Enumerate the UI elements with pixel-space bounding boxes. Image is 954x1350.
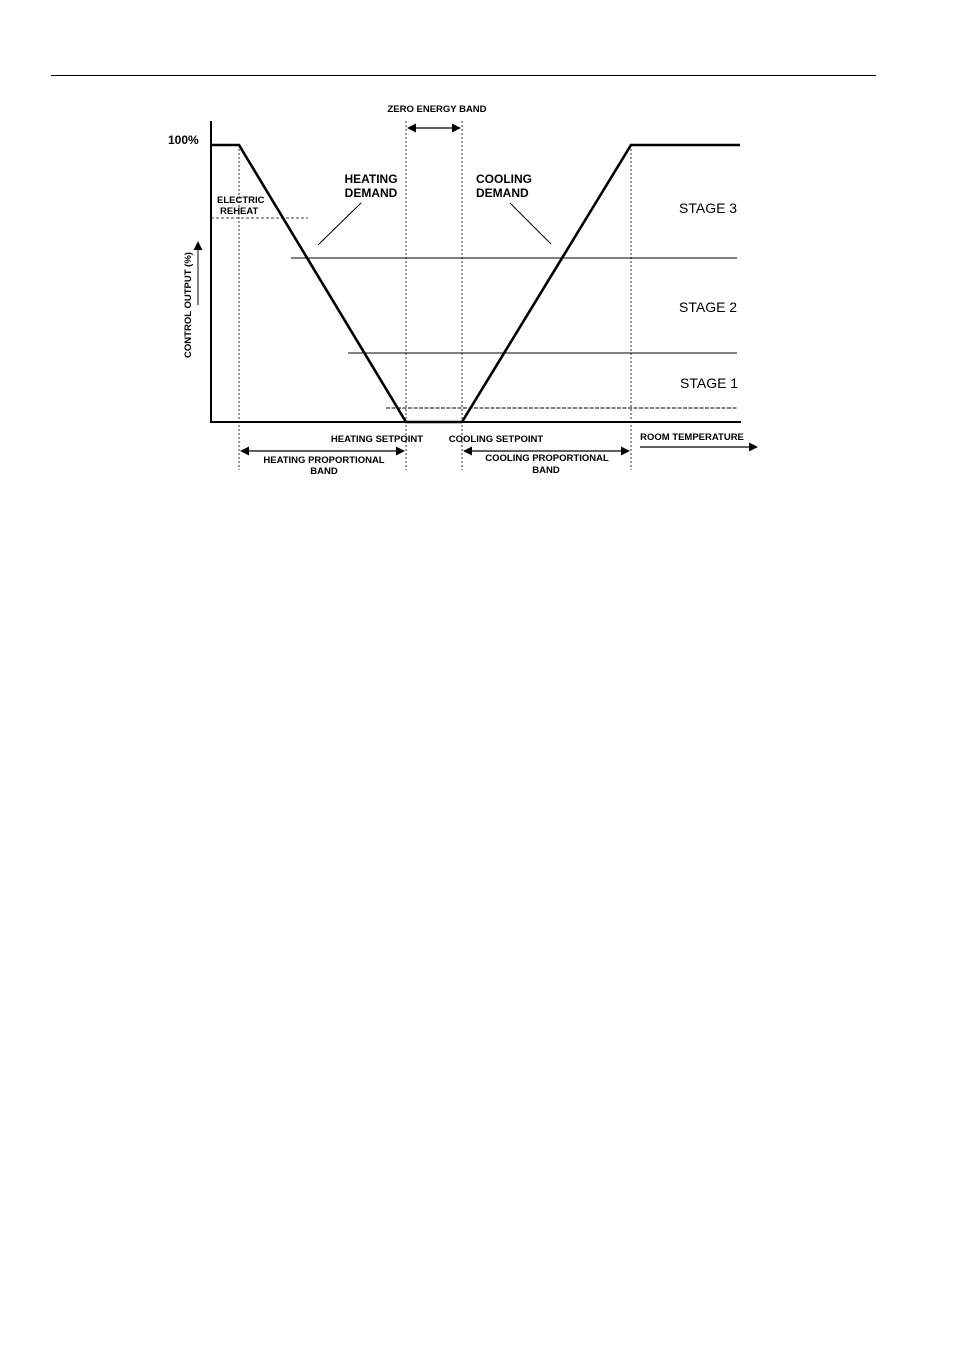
heating-demand-leader	[318, 203, 361, 245]
heating-band-label-line-2: BAND	[310, 466, 338, 477]
cooling-band-label-line-1: COOLING PROPORTIONAL	[485, 453, 609, 464]
stage-3-label: STAGE 3	[679, 200, 738, 216]
stage-1-label: STAGE 1	[680, 375, 739, 391]
heating-demand-label-line-1: HEATING	[344, 172, 398, 186]
room-temperature-label: ROOM TEMPERATURE	[640, 432, 744, 443]
electric-reheat-label-line-2: REHEAT	[220, 206, 259, 217]
heating-demand-label-line-2: DEMAND	[344, 186, 398, 200]
y-axis-label: CONTROL OUTPUT (%)	[183, 252, 194, 358]
zero-energy-band-label: ZERO ENERGY BAND	[387, 104, 487, 115]
cooling-setpoint-label: COOLING SETPOINT	[448, 434, 544, 445]
cooling-demand-leader	[510, 203, 551, 244]
cooling-band-label-line-2: BAND	[532, 465, 560, 476]
heating-setpoint-label: HEATING SETPOINT	[330, 434, 424, 445]
cooling-demand-label-line-2: DEMAND	[476, 186, 529, 200]
y-axis-max-label: 100%	[168, 133, 199, 147]
heating-band-label-line-1: HEATING PROPORTIONAL	[263, 455, 385, 466]
electric-reheat-label-line-1: ELECTRIC	[217, 195, 265, 206]
stage-2-label: STAGE 2	[679, 299, 738, 315]
cooling-demand-label-line-1: COOLING	[476, 172, 532, 186]
